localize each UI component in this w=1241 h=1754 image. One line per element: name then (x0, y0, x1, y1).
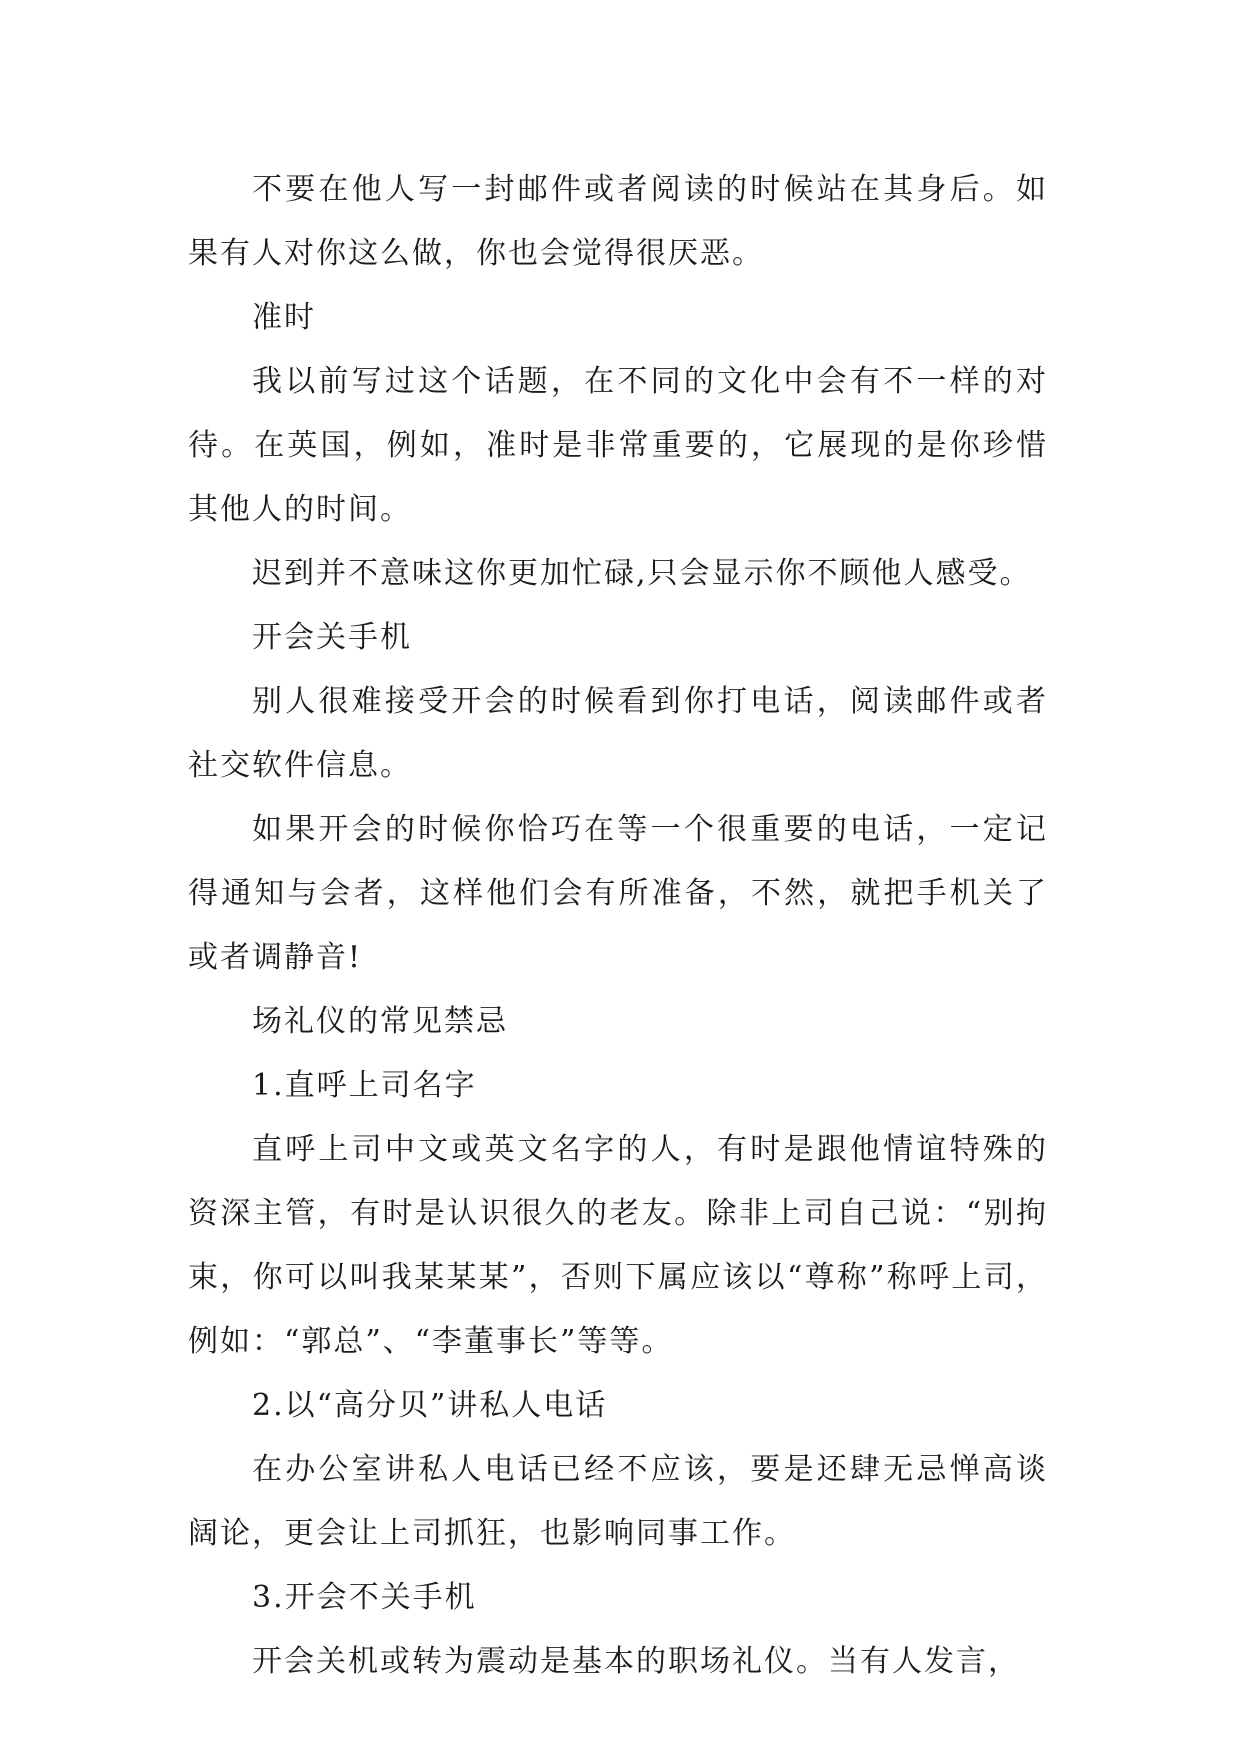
paragraph-lateness: 迟到并不意味这你更加忙碌,只会显示你不顾他人感受。 (252, 556, 1032, 591)
paragraph-phone-in-meeting: 别人很难接受开会的时候看到你打电话，阅读邮件或者社交软件信息。 (188, 684, 1048, 783)
paragraph-taboo-3: 开会关机或转为震动是基本的职场礼仪。当有人发言， (252, 1644, 1020, 1679)
heading-phone-off: 开会关手机 (252, 620, 412, 655)
paragraph-punctuality: 我以前写过这个话题，在不同的文化中会有不一样的对待。在英国，例如，准时是非常重要的，它展现的是你珍惜其他人的时间。 (188, 364, 1048, 527)
heading-taboo-2: 2.以“高分贝”讲私人电话 (252, 1388, 608, 1423)
heading-taboos: 场礼仪的常见禁忌 (252, 1004, 508, 1039)
paragraph-taboo-2: 在办公室讲私人电话已经不应该，要是还肆无忌惮高谈阔论，更会让上司抓狂，也影响同事工作。 (188, 1452, 1048, 1551)
heading-taboo-1: 1.直呼上司名字 (252, 1068, 477, 1103)
paragraph-taboo-1: 直呼上司中文或英文名字的人，有时是跟他情谊特殊的资深主管，有时是认识很久的老友。除非上司自己说：“别拘束，你可以叫我某某某”，否则下属应该以“尊称”称呼上司，例如：“郭总”、“李董事长”等等。 (188, 1132, 1048, 1359)
paragraph-email-etiquette: 不要在他人写一封邮件或者阅读的时候站在其身后。如果有人对你这么做，你也会觉得很厌恶。 (188, 172, 1048, 271)
heading-taboo-3: 3.开会不关手机 (252, 1580, 477, 1615)
paragraph-important-call: 如果开会的时候你恰巧在等一个很重要的电话，一定记得通知与会者，这样他们会有所准备，不然，就把手机关了或者调静音! (188, 812, 1048, 975)
document-page (188, 158, 1048, 1694)
heading-punctuality: 准时 (252, 300, 316, 335)
